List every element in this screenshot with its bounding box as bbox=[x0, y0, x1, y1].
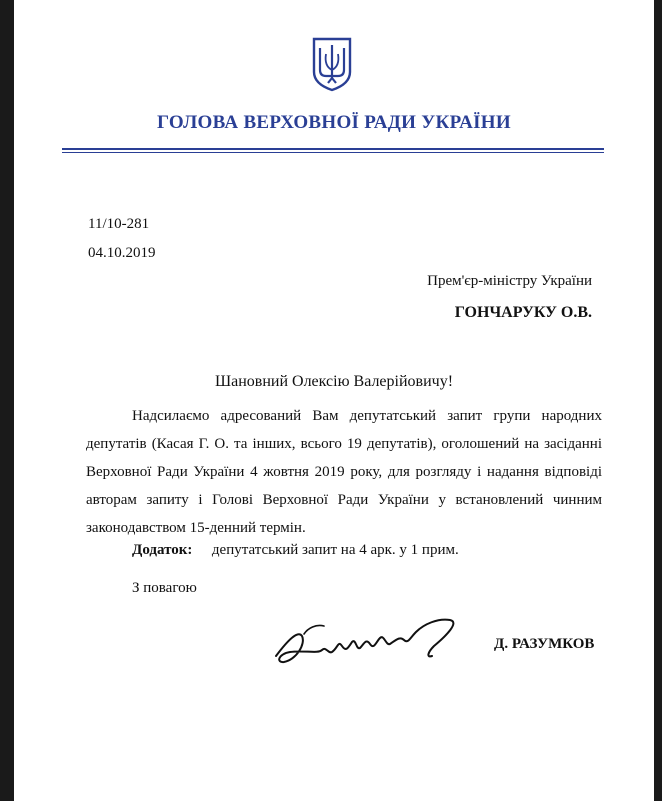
attachment-label: Додаток: bbox=[132, 542, 193, 558]
attachment-text: депутатський запит на 4 арк. у 1 прим. bbox=[211, 542, 459, 558]
signer-name: Д. РАЗУМКОВ bbox=[494, 636, 595, 652]
addressee-position: Прем'єр-міністру України bbox=[427, 273, 592, 289]
greeting: Шановний Олексію Валерійовичу! bbox=[214, 373, 454, 390]
tryzub-coat-of-arms-icon bbox=[311, 36, 353, 92]
letter-page bbox=[14, 0, 654, 801]
letterhead-divider-thin bbox=[62, 152, 604, 153]
closing-phrase: З повагою bbox=[132, 580, 197, 596]
addressee-name: ГОНЧАРУКУ О.В. bbox=[454, 304, 592, 321]
handwritten-signature bbox=[268, 610, 478, 668]
body-paragraph: Надсилаємо адресований Вам депутатський запит групи народних депутатів (Касая Г. О. та інших, всього 19 депутатів), оголошений на засіданні Верховної Ради України 4 жовтня 2019 року, для розгляду і надання відповіді авторам запиту і Голові Верховної Ради України у встановлений чинним законодавством 15-денний термін. bbox=[86, 408, 602, 536]
letterhead-divider bbox=[62, 148, 604, 150]
registration-date: 04.10.2019 bbox=[88, 245, 156, 261]
registration-number: 11/10-281 bbox=[88, 216, 150, 232]
letterhead-title: ГОЛОВА ВЕРХОВНОЇ РАДИ УКРАЇНИ bbox=[157, 112, 511, 133]
attachment-line bbox=[132, 542, 459, 559]
